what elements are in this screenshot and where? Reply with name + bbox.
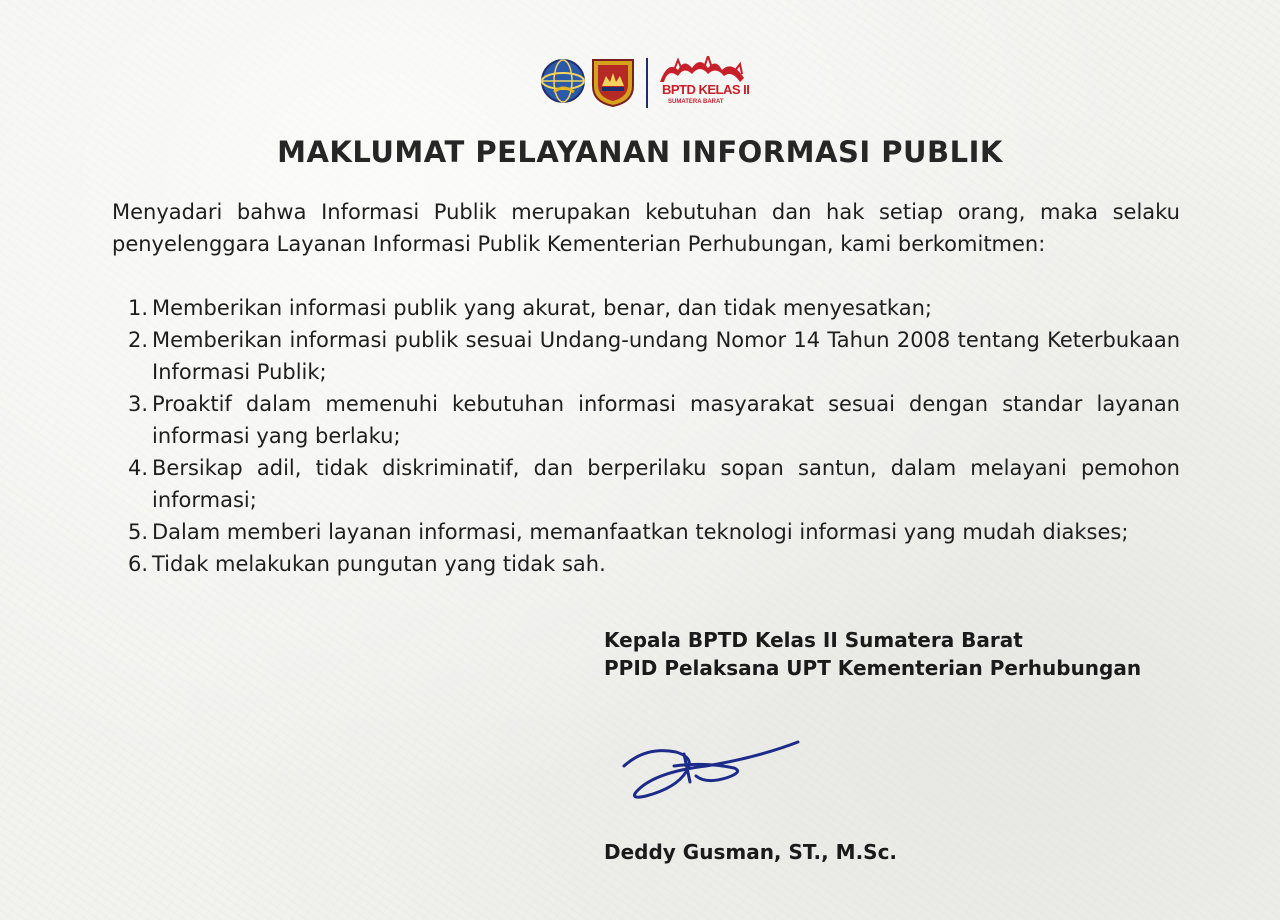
list-item-text: Memberikan informasi publik sesuai Undang-undang Nomor 14 Tahun 2008 tentang Keterbukaan Informasi Publik; [152,328,1180,384]
list-item [112,548,1180,580]
list-item-text: Proaktif dalam memenuhi kebutuhan informasi masyarakat sesuai dengan standar layanan informasi yang berlaku; [152,392,1180,448]
list-item-number: 6. [128,552,149,576]
signatory-block [604,626,1204,682]
signatory-position-line1: Kepala BPTD Kelas II Sumatera Barat [604,628,1023,652]
list-item-text: Memberikan informasi publik yang akurat, benar, dan tidak menyesatkan; [152,296,932,320]
intro-paragraph: Menyadari bahwa Informasi Publik merupakan kebutuhan dan hak setiap orang, maka selaku penyelenggara Layanan Informasi Publik Kementerian Perhubungan, kami berkomitmen: [112,200,1180,256]
province-crest-icon [590,56,636,108]
list-item-text: Bersikap adil, tidak diskriminatif, dan berperilaku sopan santun, dalam melayani pemohon informasi; [152,456,1180,512]
commitment-list [112,292,1180,580]
list-item [112,388,1180,452]
bptd-logo-subtext: SUMATERA BARAT [668,99,724,105]
list-item [112,452,1180,516]
page-title: MAKLUMAT PELAYANAN INFORMASI PUBLIK [277,135,1003,169]
list-item-number: 4. [128,456,149,480]
signatory-name: Deddy Gusman, ST., M.Sc. [604,840,898,864]
list-item-number: 3. [128,392,149,416]
list-item-number: 1. [128,296,149,320]
list-item-number: 5. [128,520,149,544]
list-item-text: Dalam memberi layanan informasi, memanfaatkan teknologi informasi yang mudah diakses; [152,520,1129,544]
header-logos [540,56,760,112]
list-item [112,324,1180,388]
kemenhub-logo-icon [540,58,586,104]
list-item-text: Tidak melakukan pungutan yang tidak sah. [152,552,606,576]
logo-divider [646,58,648,108]
signatory-position-line2: PPID Pelaksana UPT Kementerian Perhubungan [604,656,1142,680]
list-item-number: 2. [128,328,149,352]
list-item [112,292,1180,324]
list-item [112,516,1180,548]
handwritten-signature [616,732,806,812]
bptd-logo-text: BPTD KELAS II [662,82,750,97]
